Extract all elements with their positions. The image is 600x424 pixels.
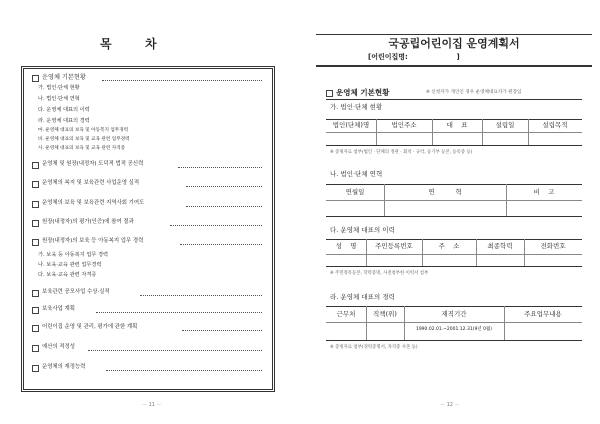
checkbox-icon [32,345,39,352]
toc-dots [88,350,262,351]
table-header: 설립목적 [542,121,568,129]
toc-dots [186,206,262,207]
subsection-title: 라. 운영체 대표의 경력 [330,293,395,301]
page-number: － 12 － [440,402,460,408]
table-header: 법인주소 [391,121,417,129]
toc-subitem: 가. 보육 등 아동복지 업무 경력 [38,252,109,258]
toc-section-label: 보육관련 공모사업 수상·실적 [42,289,110,295]
toc-dots [140,295,262,296]
subsection-title: 나. 법인·단체 연혁 [330,170,383,178]
checkbox-icon [32,181,39,188]
toc-section-label: 운영체의 보육 및 보육관련 지역사회 기여도 [42,200,145,206]
title-top-rule [316,34,592,35]
toc-dots [180,244,262,245]
toc-subitem: 다. 운영체 대표의 이력 [38,107,90,113]
table-header: 성 명 [335,242,357,250]
subsection-title: 가. 법인·단체 현황 [330,103,383,111]
section-rule [326,99,582,100]
toc-subitem: 사. 운영체 대표의 보육 및 교육 관련 자격증 [38,146,126,151]
toc-section-label: 원장(내정자)의 보육 등 아동복지 업무 경력 [42,238,144,244]
table-header: 주요업무내용 [524,310,562,318]
table-header: 주민등록번호 [375,242,413,250]
table-header: 설립일 [495,121,515,129]
toc-subitem: 바. 운영체 대표의 보육 및 교육 관련 업무경력 [38,137,130,142]
checkbox-icon [32,365,39,372]
section-title: 운영체 기본현황 [336,88,390,97]
toc-subitem: 가. 법인·단체 현황 [38,85,80,91]
checkbox-icon [32,290,39,297]
toc-subitem: 라. 운영체 대표의 경력 [38,118,90,124]
toc-section-label: 운영체의 재정능력 [42,364,86,370]
table-header: 전화번호 [540,242,566,250]
toc-section-label: 운영체 기본현황 [42,74,86,81]
toc-dots [102,80,262,81]
table-header: 재직기간 [441,310,467,318]
toc-title: 목 차 [100,37,157,51]
attachment-note: ※ 주민정록등본, 학력증명, 사전청부한 이력서 첨부 [330,271,429,276]
table-header: 비 고 [533,188,555,196]
table-header: 근무처 [336,310,356,318]
toc-dots [96,312,262,313]
section-note: ※ 신청자가 개인인 경우 운영체대표자가 원장임 [426,90,522,95]
table-cell: 1990.02.01.~2001.12.31(9년 0월) [415,327,493,332]
toc-subitem: 다. 보육·교육 관련 자격증 [38,272,97,278]
toc-subitem: 마. 운영체 대표의 보육 및 아동복지 업무경력 [38,128,129,133]
table-header: 연 혁 [428,188,462,196]
attachment-note: ※ 증빙자료 첨부(경력증명서, 자격증 사본 등) [330,345,418,350]
toc-dots [170,225,262,226]
toc-dots [106,370,262,371]
checkbox-icon [32,201,39,208]
toc-dots [186,186,262,187]
toc-section-label: 어린이집 운영 및 관리, 평가에 관한 계획 [42,324,138,330]
title-bottom-rule [316,65,592,67]
toc-subitem: 나. 보육·교육 관련 업무경력 [38,262,102,268]
attachment-note: ※ 증빙자료 첨부(법인 · 단체의 정관 · 회칙 · 규약, 등기부 등본, 등록증 등) [330,150,473,155]
toc-dots [182,330,262,331]
checkbox-icon [32,220,39,227]
checkbox-icon [32,162,39,169]
table-header: 법인(단체)명 [332,121,370,129]
toc-section-label: 보육사업 계획 [42,306,75,312]
page-number: － 11 － [142,402,162,408]
right-page [300,0,600,424]
checkbox-icon [32,325,39,332]
toc-section-label: 운영체 및 원장(내정자) 도덕적 법적 공신력 [42,161,144,167]
nursery-name-field: [어린이집명: ] [368,53,460,61]
table-header: 연월일 [345,188,365,196]
table-header: 주 소 [438,242,460,250]
table-header: 직책(위) [373,310,397,318]
checkbox-icon [32,307,39,314]
toc-section-label: 운영체의 복지 및 보육관련 사업운영 실적 [42,180,140,186]
subsection-title: 다. 운영체 대표의 이력 [330,226,395,234]
toc-dots [178,167,262,168]
table-header: 대 표 [446,121,468,129]
checkbox-icon [32,75,39,82]
checkbox-icon [326,90,333,97]
toc-subitem: 나. 법인·단체 연혁 [38,96,80,102]
toc-section-label: 예산의 적정성 [42,344,75,350]
table-header: 최종학력 [487,242,513,250]
form-title: 국공립어린이집 운영계획서 [388,37,520,50]
checkbox-icon [32,239,39,246]
toc-section-label: 원장(내정자)의 평가(인증)에 참여 결과 [42,219,134,225]
